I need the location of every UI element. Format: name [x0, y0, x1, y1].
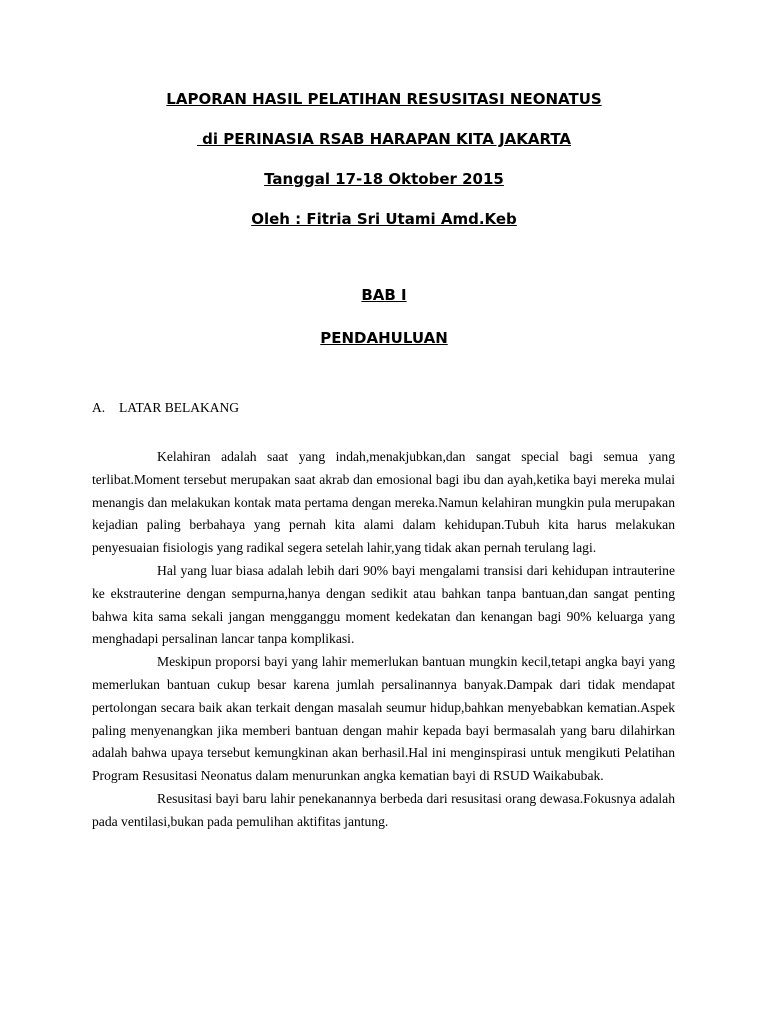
chapter-number: BAB I [361, 286, 407, 304]
paragraph: Meskipun proporsi bayi yang lahir memerlukan bantuan mungkin kecil,tetapi angka bayi yang memerlukan bantuan cukup besar karena jumlah persalinannya banyak.Dampak dari tidak mendapat pertolongan secara baik akan terkait dengan masalah seumur hidup,bahkan menyebabkan kematian.Aspek paling menyenangkan jika memberi bantuan dengan mahir kepada bayi bermasalah yang baru dilahirkan adalah bahwa upaya tersebut kemungkinan akan berhasil.Hal ini menginspirasi untuk mengikuti Pelatihan Program Resusitasi Neonatus dalam menurunkan angka kematian bayi di RSUD Waikabubak. [92, 654, 675, 784]
chapter-title: PENDAHULUAN [320, 329, 448, 347]
section-letter: A. [92, 400, 106, 415]
report-title: LAPORAN HASIL PELATIHAN RESUSITASI NEONATUS [166, 90, 602, 108]
section-heading [92, 400, 239, 416]
report-author: Oleh : Fitria Sri Utami Amd.Keb [251, 210, 517, 228]
paragraph: Hal yang luar biasa adalah lebih dari 90% bayi mengalami transisi dari kehidupan intrauterine ke ekstrauterine dengan sempurna,hanya dengan sedikit atau bahkan tanpa bantuan,dan sangat penting bahwa kita sama sekali jangan mengganggu moment kedekatan dan kenangan bagi 90% keluarga yang menghadapi persalinan lancar tanpa komplikasi. [92, 562, 675, 647]
report-date: Tanggal 17-18 Oktober 2015 [264, 170, 504, 188]
report-location: di PERINASIA RSAB HARAPAN KITA JAKARTA [196, 130, 572, 148]
paragraph: Kelahiran adalah saat yang indah,menakjubkan,dan sangat special bagi semua yang terlibat.Moment tersebut merupakan saat akrab dan emosional bagi ibu dan ayah,ketika bayi mereka mulai menangis dan melakukan kontak mata pertama dengan mereka.Namun kelahiran mungkin pula merupakan kejadian paling berbahaya yang pernah kita alami dalam kehidupan.Tubuh kita harus melakukan penyesuaian fisiologis yang radikal segera setelah lahir,yang tidak akan pernah terulang lagi. [92, 449, 675, 556]
body-text [92, 446, 675, 834]
paragraph: Resusitasi bayi baru lahir penekanannya berbeda dari resusitasi orang dewasa.Fokusnya adalah pada ventilasi,bukan pada pemulihan aktifitas jantung. [92, 790, 675, 829]
section-title: LATAR BELAKANG [119, 400, 240, 415]
